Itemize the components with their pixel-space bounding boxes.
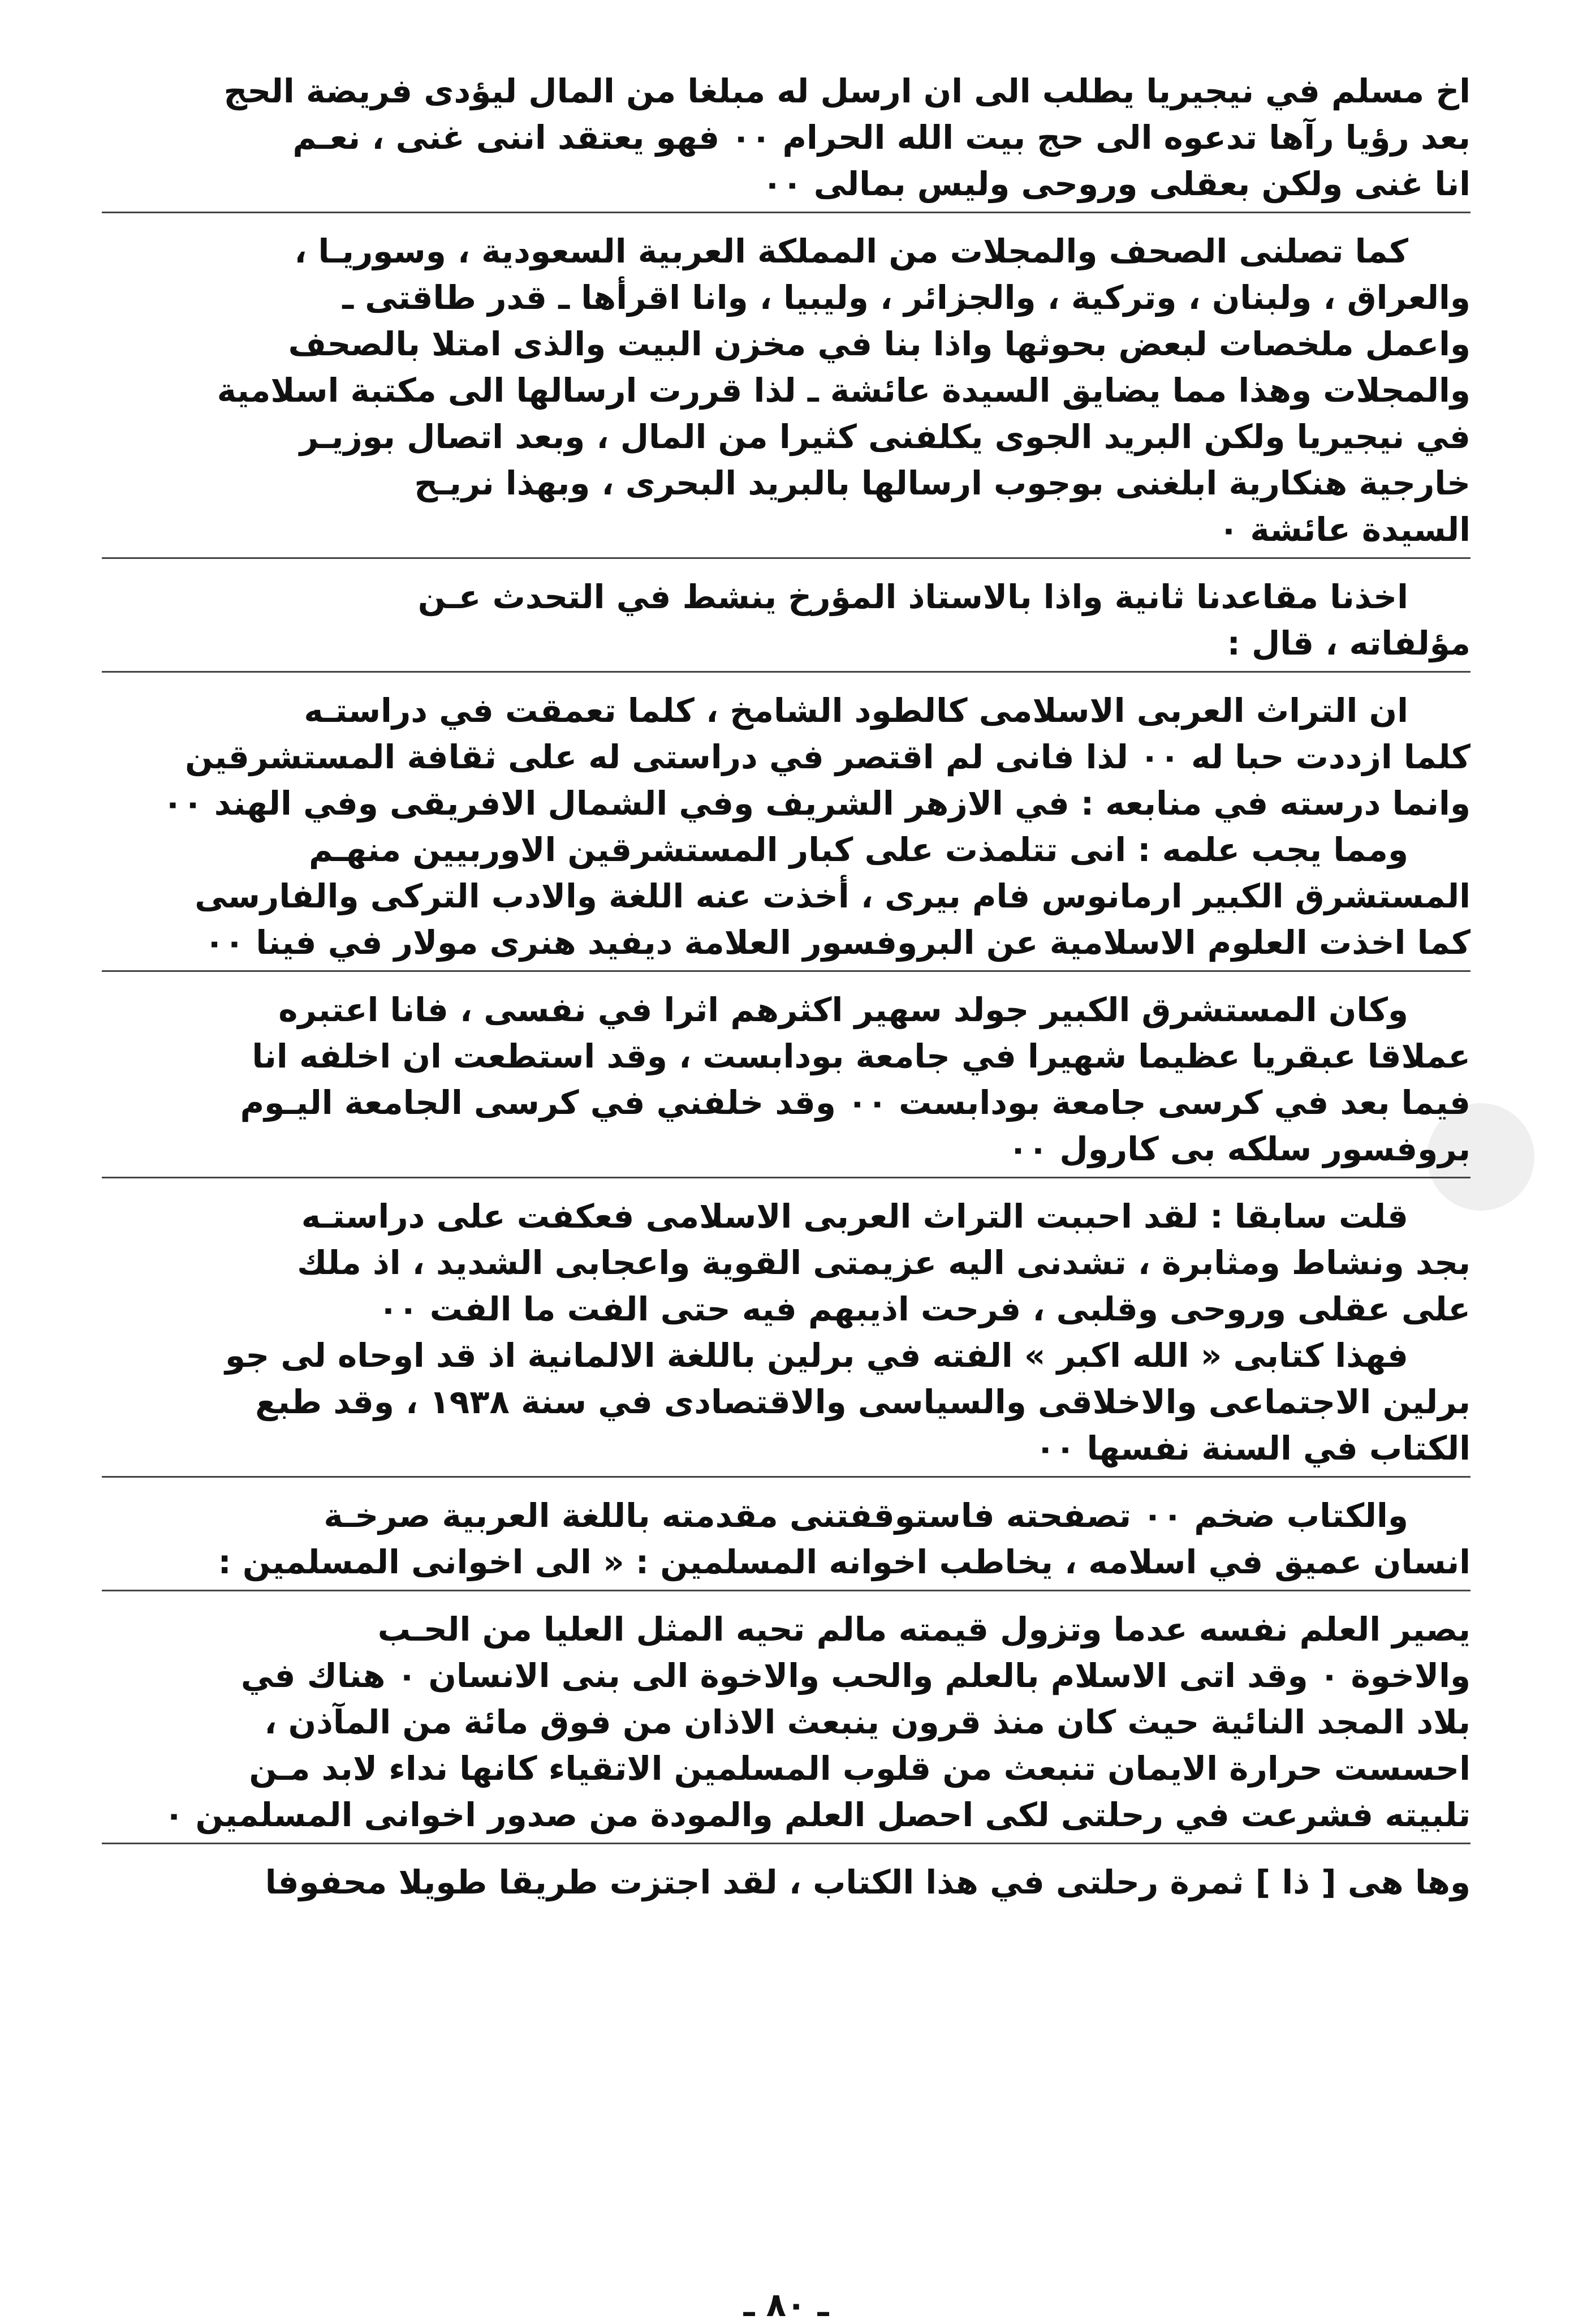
text-line: والمجلات وهذا مما يضايق السيدة عائشة ـ لذا قررت ارسالها الى مكتبة اسلامية xyxy=(217,371,1470,410)
text-line: كما تصلنى الصحف والمجلات من المملكة العربية السعودية ، وسوريـا ، xyxy=(294,232,1408,270)
page-number: ـ ٨٠ ـ xyxy=(743,2286,829,2324)
text-line: والاخوة ٠ وقد اتى الاسلام بالعلم والحب والاخوة الى بنى الانسان ٠ هناك في xyxy=(240,1656,1470,1695)
text-line: بعد رؤيا رآها تدعوه الى حج بيت الله الحرام ٠٠ فهو يعتقد اننى غنى ، نعـم xyxy=(292,118,1470,157)
paragraph-7 xyxy=(102,1492,1470,1585)
text-line: بجد ونشاط ومثابرة ، تشدنى اليه عزيمتى القوية واعجابى الشديد ، اذ ملك xyxy=(297,1243,1470,1282)
section-divider xyxy=(102,671,1470,673)
text-line: اخ مسلم في نيجيريا يطلب الى ان ارسل له مبلغا من المال ليؤدى فريضة الحج xyxy=(223,72,1470,110)
paragraph-6 xyxy=(102,1193,1470,1471)
text-line: المستشرق الكبير ارمانوس فام بيرى ، أخذت عنه اللغة والادب التركى والفارسى xyxy=(195,877,1470,915)
text-line: فهذا كتابى « الله اكبر » الفته في برلين باللغة الالمانية اذ قد اوحاه لى جو xyxy=(225,1336,1408,1375)
document-page xyxy=(102,68,1470,2324)
text-line: بروفسور سلكه بى كارول ٠٠ xyxy=(1008,1130,1470,1168)
text-line: برلين الاجتماعى والاخلاقى والسياسى والاقتصادى في سنة ١٩٣٨ ، وقد طبع xyxy=(255,1383,1470,1421)
section-divider xyxy=(102,1590,1470,1591)
text-line: والعراق ، ولبنان ، وتركية ، والجزائر ، وليبيا ، وانا اقرأها ـ قدر طاقتى ـ xyxy=(342,278,1470,317)
text-line: بلاد المجد النائية حيث كان منذ قرون ينبعث الاذان من فوق مائة من المآذن ، xyxy=(264,1703,1470,1741)
paragraph-1 xyxy=(102,68,1470,207)
text-line: ان التراث العربى الاسلامى كالطود الشامخ ، كلما تعمقت في دراستـه xyxy=(304,691,1408,730)
paragraph-8 xyxy=(102,1606,1470,1838)
paragraph-5 xyxy=(102,987,1470,1172)
section-divider xyxy=(102,1843,1470,1844)
section-divider xyxy=(102,557,1470,559)
section-divider xyxy=(102,212,1470,213)
paragraph-2 xyxy=(102,228,1470,553)
section-divider xyxy=(102,1177,1470,1178)
text-line: تلبيته فشرعت في رحلتى لكى احصل العلم والمودة من صدور اخوانى المسلمين ٠ xyxy=(163,1796,1470,1834)
text-line: كما اخذت العلوم الاسلامية عن البروفسور العلامة ديفيد هنرى مولار في فينا ٠٠ xyxy=(204,923,1470,962)
text-line: والكتاب ضخم ٠٠ تصفحته فاستوقفتنى مقدمته باللغة العربية صرخـة xyxy=(324,1496,1408,1535)
text-line: على عقلى وروحى وقلبى ، فرحت اذيبهم فيه حتى الفت ما الفت ٠٠ xyxy=(378,1290,1470,1328)
text-line: انا غنى ولكن بعقلى وروحى وليس بمالى ٠٠ xyxy=(762,165,1470,203)
text-line: قلت سابقا : لقد احببت التراث العربى الاسلامى فعكفت على دراستـه xyxy=(301,1197,1408,1236)
text-line: وها هى [ ذا ] ثمرة رحلتى في هذا الكتاب ، لقد اجتزت طريقا طويلا محفوفا xyxy=(265,1863,1470,1901)
text-line: احسست حرارة الايمان تنبعث من قلوب المسلمين الاتقياء كانها نداء لابد مـن xyxy=(249,1749,1470,1788)
text-line: وانما درسته في منابعه : في الازهر الشريف وفي الشمال الافريقى وفي الهند ٠٠ xyxy=(162,784,1470,823)
text-line: واعمل ملخصات لبعض بحوثها واذا بنا في مخزن البيت والذى امتلا بالصحف xyxy=(288,325,1470,363)
text-line: في نيجيريا ولكن البريد الجوى يكلفنى كثيرا من المال ، وبعد اتصال بوزيـر xyxy=(299,418,1470,456)
paragraph-9 xyxy=(102,1859,1470,1905)
text-line: يصير العلم نفسه عدما وتزول قيمته مالم تحيه المثل العليا من الحـب xyxy=(377,1610,1470,1649)
text-line: عملاقا عبقريا عظيما شهيرا في جامعة بودابست ، وقد استطعت ان اخلفه انا xyxy=(252,1037,1470,1075)
text-line: ومما يجب علمه : انى تتلمذت على كبار المستشرقين الاوربيين منهـم xyxy=(309,830,1408,869)
text-line: انسان عميق في اسلامه ، يخاطب اخوانه المسلمين : « الى اخوانى المسلمين : xyxy=(218,1543,1470,1581)
text-line: اخذنا مقاعدنا ثانية واذا بالاستاذ المؤرخ ينشط في التحدث عـن xyxy=(417,578,1408,616)
section-divider xyxy=(102,1476,1470,1478)
text-line: الكتاب في السنة نفسها ٠٠ xyxy=(1035,1429,1470,1467)
text-line: وكان المستشرق الكبير جولد سهير اكثرهم اثرا في نفسى ، فانا اعتبره xyxy=(278,991,1408,1029)
text-line: خارجية هنكارية ابلغنى بوجوب ارسالها بالبريد البحرى ، وبهذا نريـح xyxy=(414,464,1470,502)
paragraph-4 xyxy=(102,687,1470,966)
paragraph-3 xyxy=(102,574,1470,666)
text-line: السيدة عائشة ٠ xyxy=(1218,510,1470,549)
text-line: مؤلفاته ، قال : xyxy=(1227,624,1470,662)
text-line: فيما بعد في كرسى جامعة بودابست ٠٠ وقد خلفني في كرسى الجامعة اليـوم xyxy=(240,1083,1470,1122)
text-line: كلما ازددت حبا له ٠٠ لذا فانى لم اقتصر في دراستى له على ثقافة المستشرقين xyxy=(185,738,1470,776)
section-divider xyxy=(102,970,1470,972)
